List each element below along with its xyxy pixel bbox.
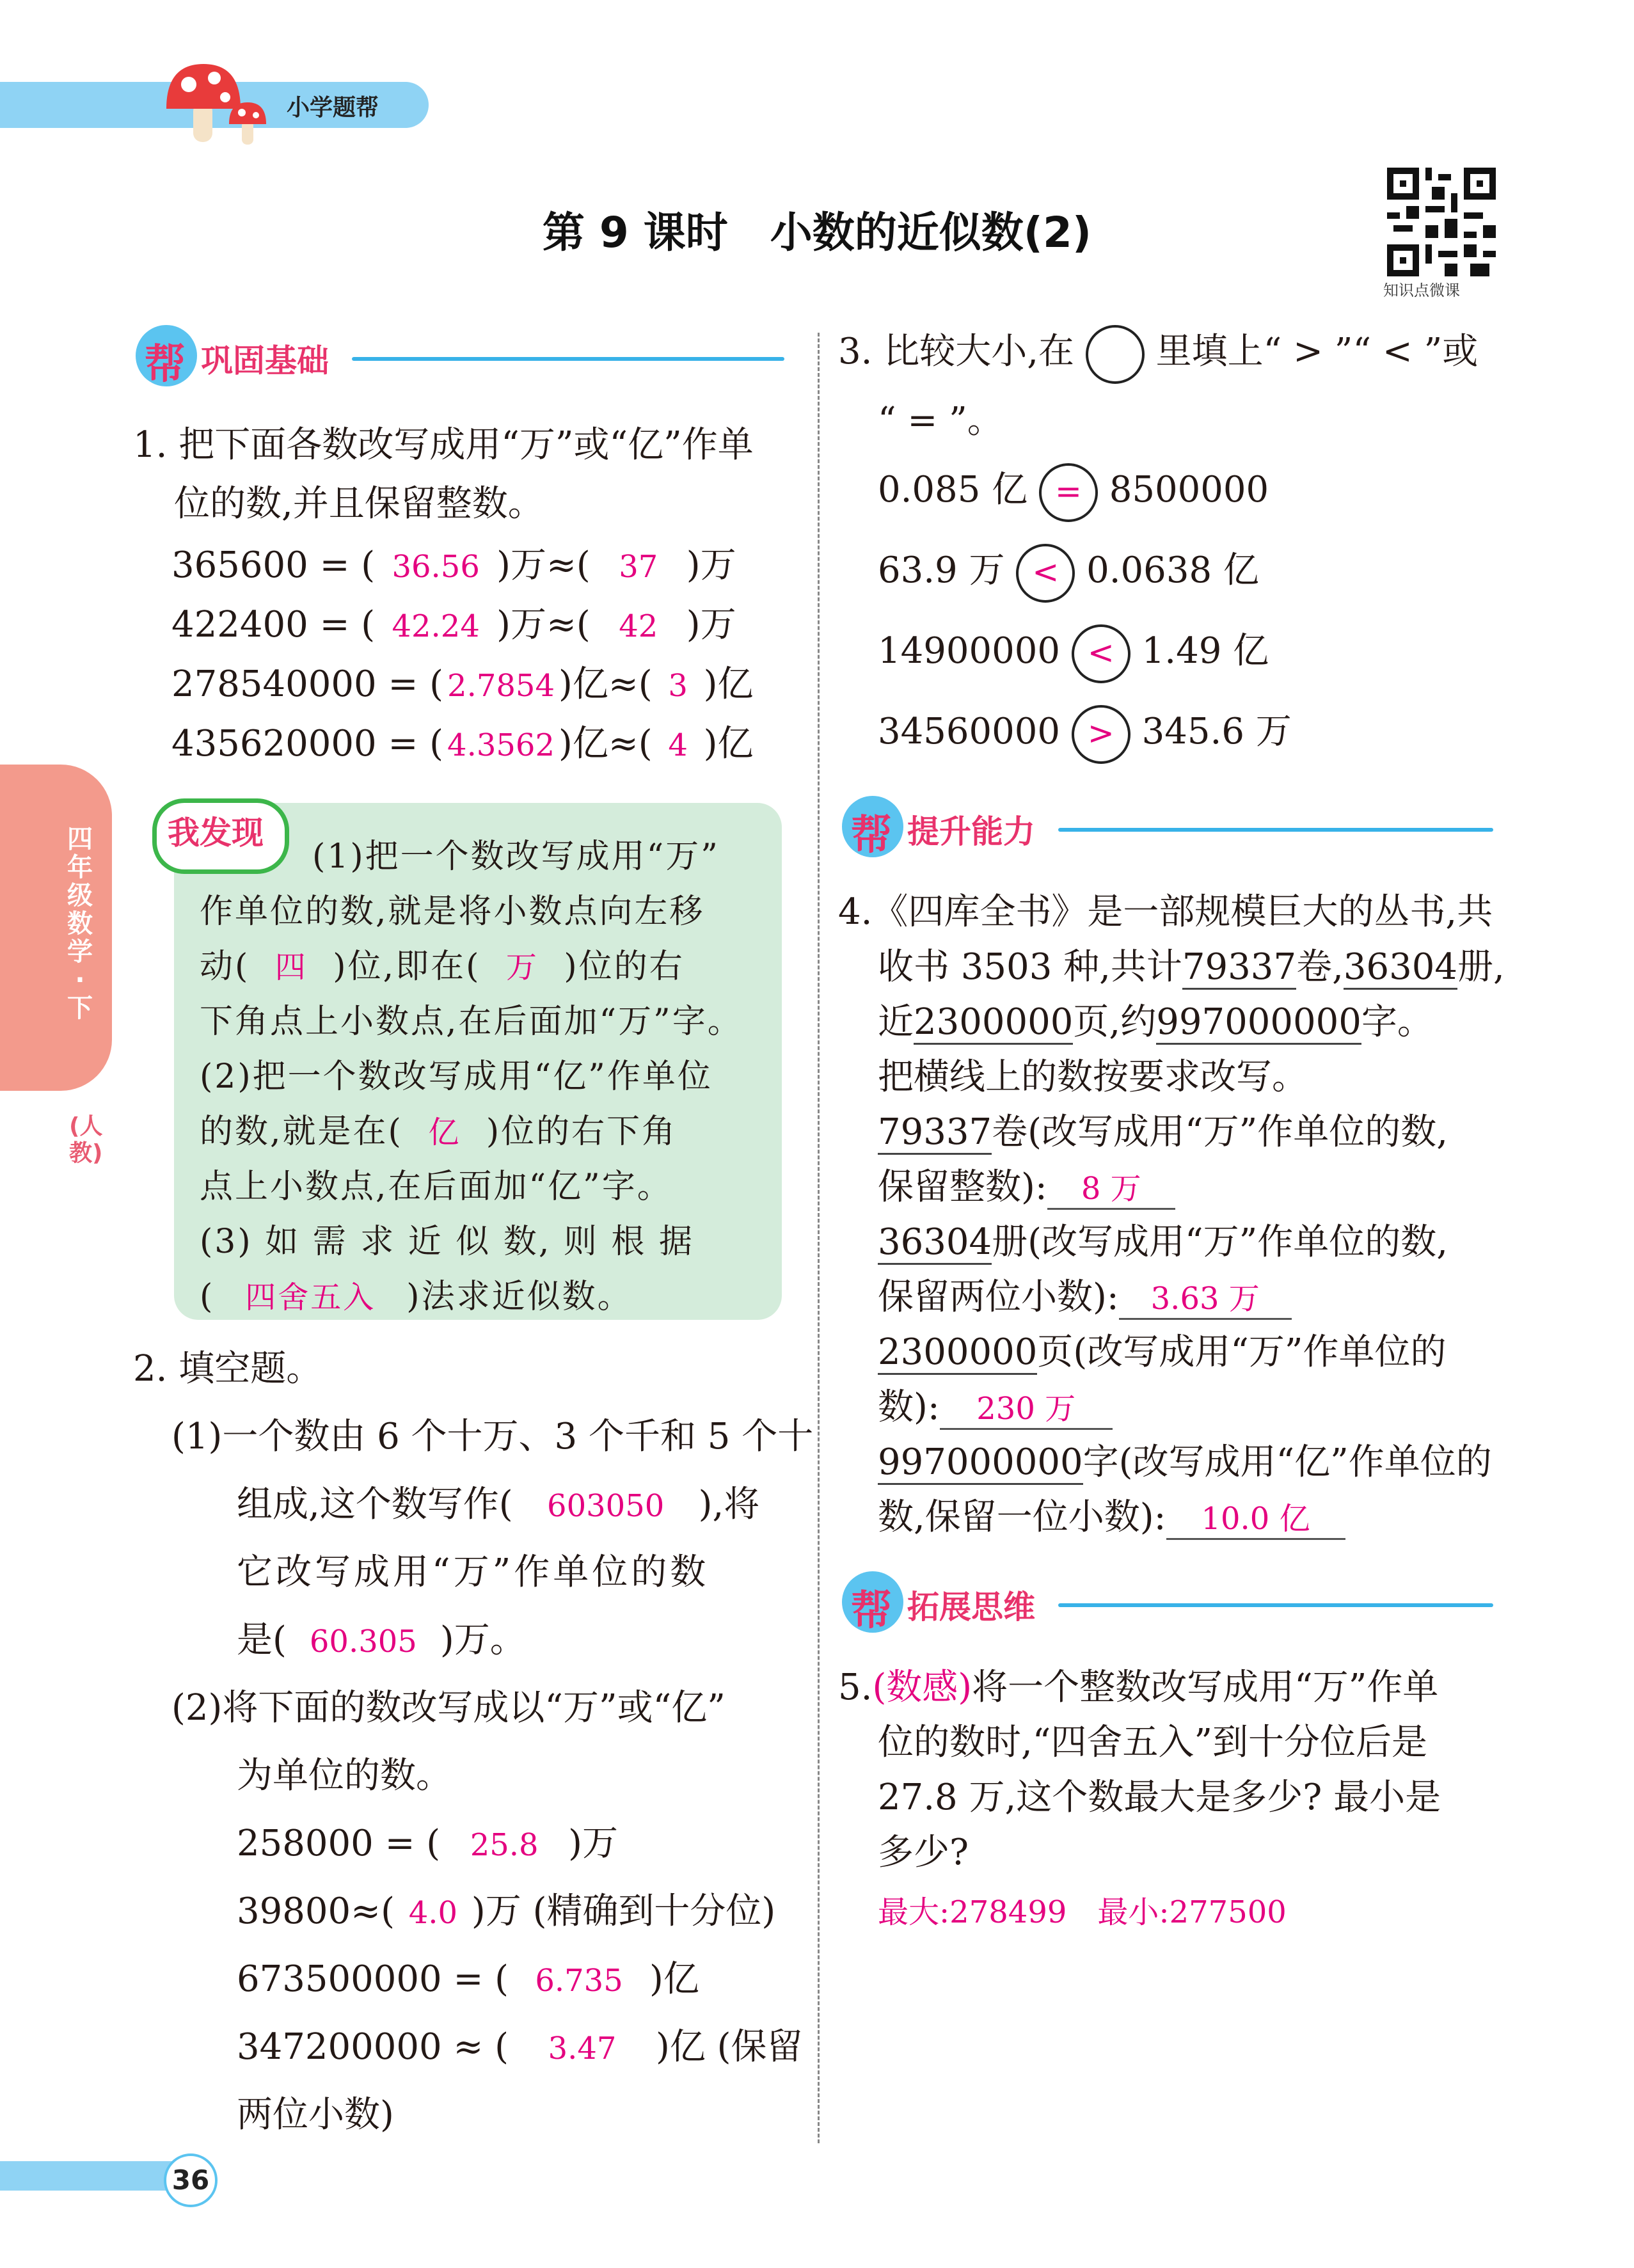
answer: 四舍五入 (245, 1280, 376, 1315)
discovery-line: 的数,就是在( 亿 )位的右下角 (200, 1104, 677, 1160)
discovery-line: (1)把一个数改写成用“万” (312, 837, 720, 876)
q1-prompt-line2: 位的数,并且保留整数。 (174, 483, 544, 525)
q2-text: 组成,这个数写作( 603050 ),将 (237, 1475, 759, 1535)
q4-item: 2300000页(改写成用“万”作单位的 (878, 1323, 1447, 1382)
q3-row: 63.9 万 < 0.0638 亿 (878, 541, 1259, 603)
footer-bar (0, 2161, 192, 2191)
answer: 4 (668, 727, 688, 763)
answer: 亿 (428, 1114, 461, 1150)
q2-row: 258000 = ( 25.8 )万 (237, 1814, 618, 1875)
q4-text: 4.《四库全书》是一部规模巨大的丛书,共 (838, 891, 1493, 933)
qr-code-icon[interactable] (1387, 168, 1496, 276)
q1-row: 365600 = ( 36.56 )万≈( 37 )万 (171, 536, 736, 596)
q4-item: 数): 230 万 (878, 1378, 1113, 1437)
q2-row: 39800≈( 4.0 )万 (精确到十分位) (237, 1882, 775, 1942)
q2-text: 两位小数) (237, 2094, 394, 2136)
section-line (1058, 828, 1493, 832)
q2-title: 2. 填空题。 (133, 1348, 322, 1390)
answer: 60.305 (309, 1624, 417, 1660)
section-badge: 帮 (136, 325, 197, 386)
section-basic (136, 325, 788, 389)
section-line (1058, 1603, 1493, 1607)
q1-prompt-line1: 1. 把下面各数改写成用“万”或“亿”作单 (133, 424, 754, 466)
answer: 四 (274, 949, 308, 985)
section-label: 拓展思维 (907, 1589, 1035, 1626)
discovery-line: 动( 四 )位,即在( 万 )位的右 (200, 939, 685, 995)
q2-text: (2)将下面的数改写成以“万”或“亿” (171, 1687, 726, 1729)
section-extend (842, 1571, 1495, 1635)
q1-row: 422400 = ( 42.24 )万≈( 42 )万 (171, 596, 736, 656)
discovery-line: (3) 如 需 求 近 似 数, 则 根 据 (200, 1223, 694, 1261)
q2-row: 347200000 ≈ ( 3.47 )亿 (保留 (237, 2018, 803, 2078)
section-improve (842, 796, 1495, 860)
q4-item: 保留整数): 8 万 (878, 1158, 1175, 1217)
q2-text: 为单位的数。 (237, 1755, 452, 1796)
q2-text: 它改写成用“万”作单位的数 (237, 1551, 710, 1593)
q3-text: “ = ”。 (878, 400, 1003, 441)
answer: 3.47 (548, 2031, 617, 2066)
section-badge: 帮 (842, 796, 903, 857)
compare-circle: > (1072, 705, 1130, 764)
q4-item: 36304册(改写成用“万”作单位的数, (878, 1213, 1448, 1272)
q5-answer: 最大:278499 最小:277500 (878, 1894, 1287, 1930)
column-divider (818, 333, 820, 2143)
mushroom-icon (154, 45, 282, 154)
q3-text: 3. 比较大小,在 里填上“ > ”“ < ”或 (838, 322, 1478, 384)
compare-circle: = (1039, 463, 1098, 522)
qr-caption: 知识点微课 (1383, 282, 1460, 299)
section-line (352, 357, 784, 361)
q5-text: 位的数时,“四舍五入”到十分位后是 (878, 1722, 1428, 1763)
answer: 4.0 (408, 1895, 458, 1931)
brand-name: 小学题帮 (287, 95, 379, 121)
q4-item: 保留两位小数): 3.63 万 (878, 1268, 1292, 1327)
q4-item: 997000000字(改写成用“亿”作单位的 (878, 1433, 1492, 1492)
side-tab-grade: 四年级数学·下 (67, 825, 93, 1023)
discovery-tag-label: 我发现 (168, 814, 264, 852)
discovery-line: 下角点上小数点,在后面加“万”字。 (200, 1003, 743, 1041)
answer: 万 (505, 949, 539, 985)
answer: 36.56 (392, 549, 480, 585)
answer: 25.8 (470, 1827, 539, 1863)
q5-text: 多少? (878, 1832, 969, 1873)
discovery-line: 点上小数点,在后面加“亿”字。 (200, 1168, 672, 1206)
section-badge: 帮 (842, 1571, 903, 1633)
q4-item: 数,保留一位小数): 10.0 亿 (878, 1488, 1345, 1547)
q1-row: 435620000 = ( 4.3562 )亿≈( 4 )亿 (171, 715, 754, 775)
q5-text: 27.8 万,这个数最大是多少? 最小是 (878, 1777, 1441, 1818)
compare-circle: < (1016, 544, 1075, 603)
page-title: 第 9 课时 小数的近似数(2) (542, 208, 1092, 257)
q4-text: 收书 3503 种,共计79337卷,36304册, (878, 938, 1505, 997)
answer: 42.24 (392, 608, 480, 644)
answer: 8 万 (1047, 1170, 1175, 1210)
answer: 42 (619, 608, 658, 644)
discovery-line: 作单位的数,就是将小数点向左移 (200, 892, 705, 931)
page-number: 36 (164, 2153, 218, 2207)
discovery-line: (2)把一个数改写成用“亿”作单位 (200, 1058, 713, 1096)
q3-row: 34560000 > 345.6 万 (878, 702, 1292, 764)
q5-tag: (数感) (872, 1667, 972, 1708)
q5-text: 5.(数感)将一个整数改写成用“万”作单 (838, 1667, 1439, 1708)
q1-row: 278540000 = ( 2.7854 )亿≈( 3 )亿 (171, 655, 754, 715)
answer: 3.63 万 (1119, 1280, 1292, 1320)
answer: 603050 (547, 1488, 665, 1524)
q2-text: 是( 60.305 )万。 (237, 1611, 526, 1671)
section-label: 提升能力 (907, 813, 1035, 850)
answer: 4.3562 (447, 727, 555, 763)
answer: 10.0 亿 (1166, 1500, 1345, 1540)
compare-circle (1086, 325, 1145, 384)
q2-row: 673500000 = ( 6.735 )亿 (237, 1950, 699, 2010)
q4-text: 近2300000页,约997000000字。 (878, 993, 1433, 1052)
q4-text: 把横线上的数按要求改写。 (878, 1056, 1308, 1098)
side-tab-edition: (人教) (69, 1113, 103, 1166)
section-label: 巩固基础 (201, 342, 329, 379)
answer: 6.735 (535, 1963, 623, 1999)
answer: 37 (619, 549, 658, 585)
answer: 2.7854 (447, 668, 555, 704)
q3-row: 14900000 < 1.49 亿 (878, 622, 1269, 683)
q4-item: 79337卷(改写成用“万”作单位的数, (878, 1103, 1448, 1162)
discovery-line: ( 四舍五入 )法求近似数。 (200, 1269, 633, 1325)
q2-text: (1)一个数由 6 个十万、3 个千和 5 个十 (171, 1416, 814, 1457)
q3-row: 0.085 亿 = 8500000 (878, 461, 1269, 522)
answer: 3 (668, 668, 688, 704)
compare-circle: < (1072, 624, 1130, 683)
answer: 230 万 (940, 1390, 1113, 1430)
